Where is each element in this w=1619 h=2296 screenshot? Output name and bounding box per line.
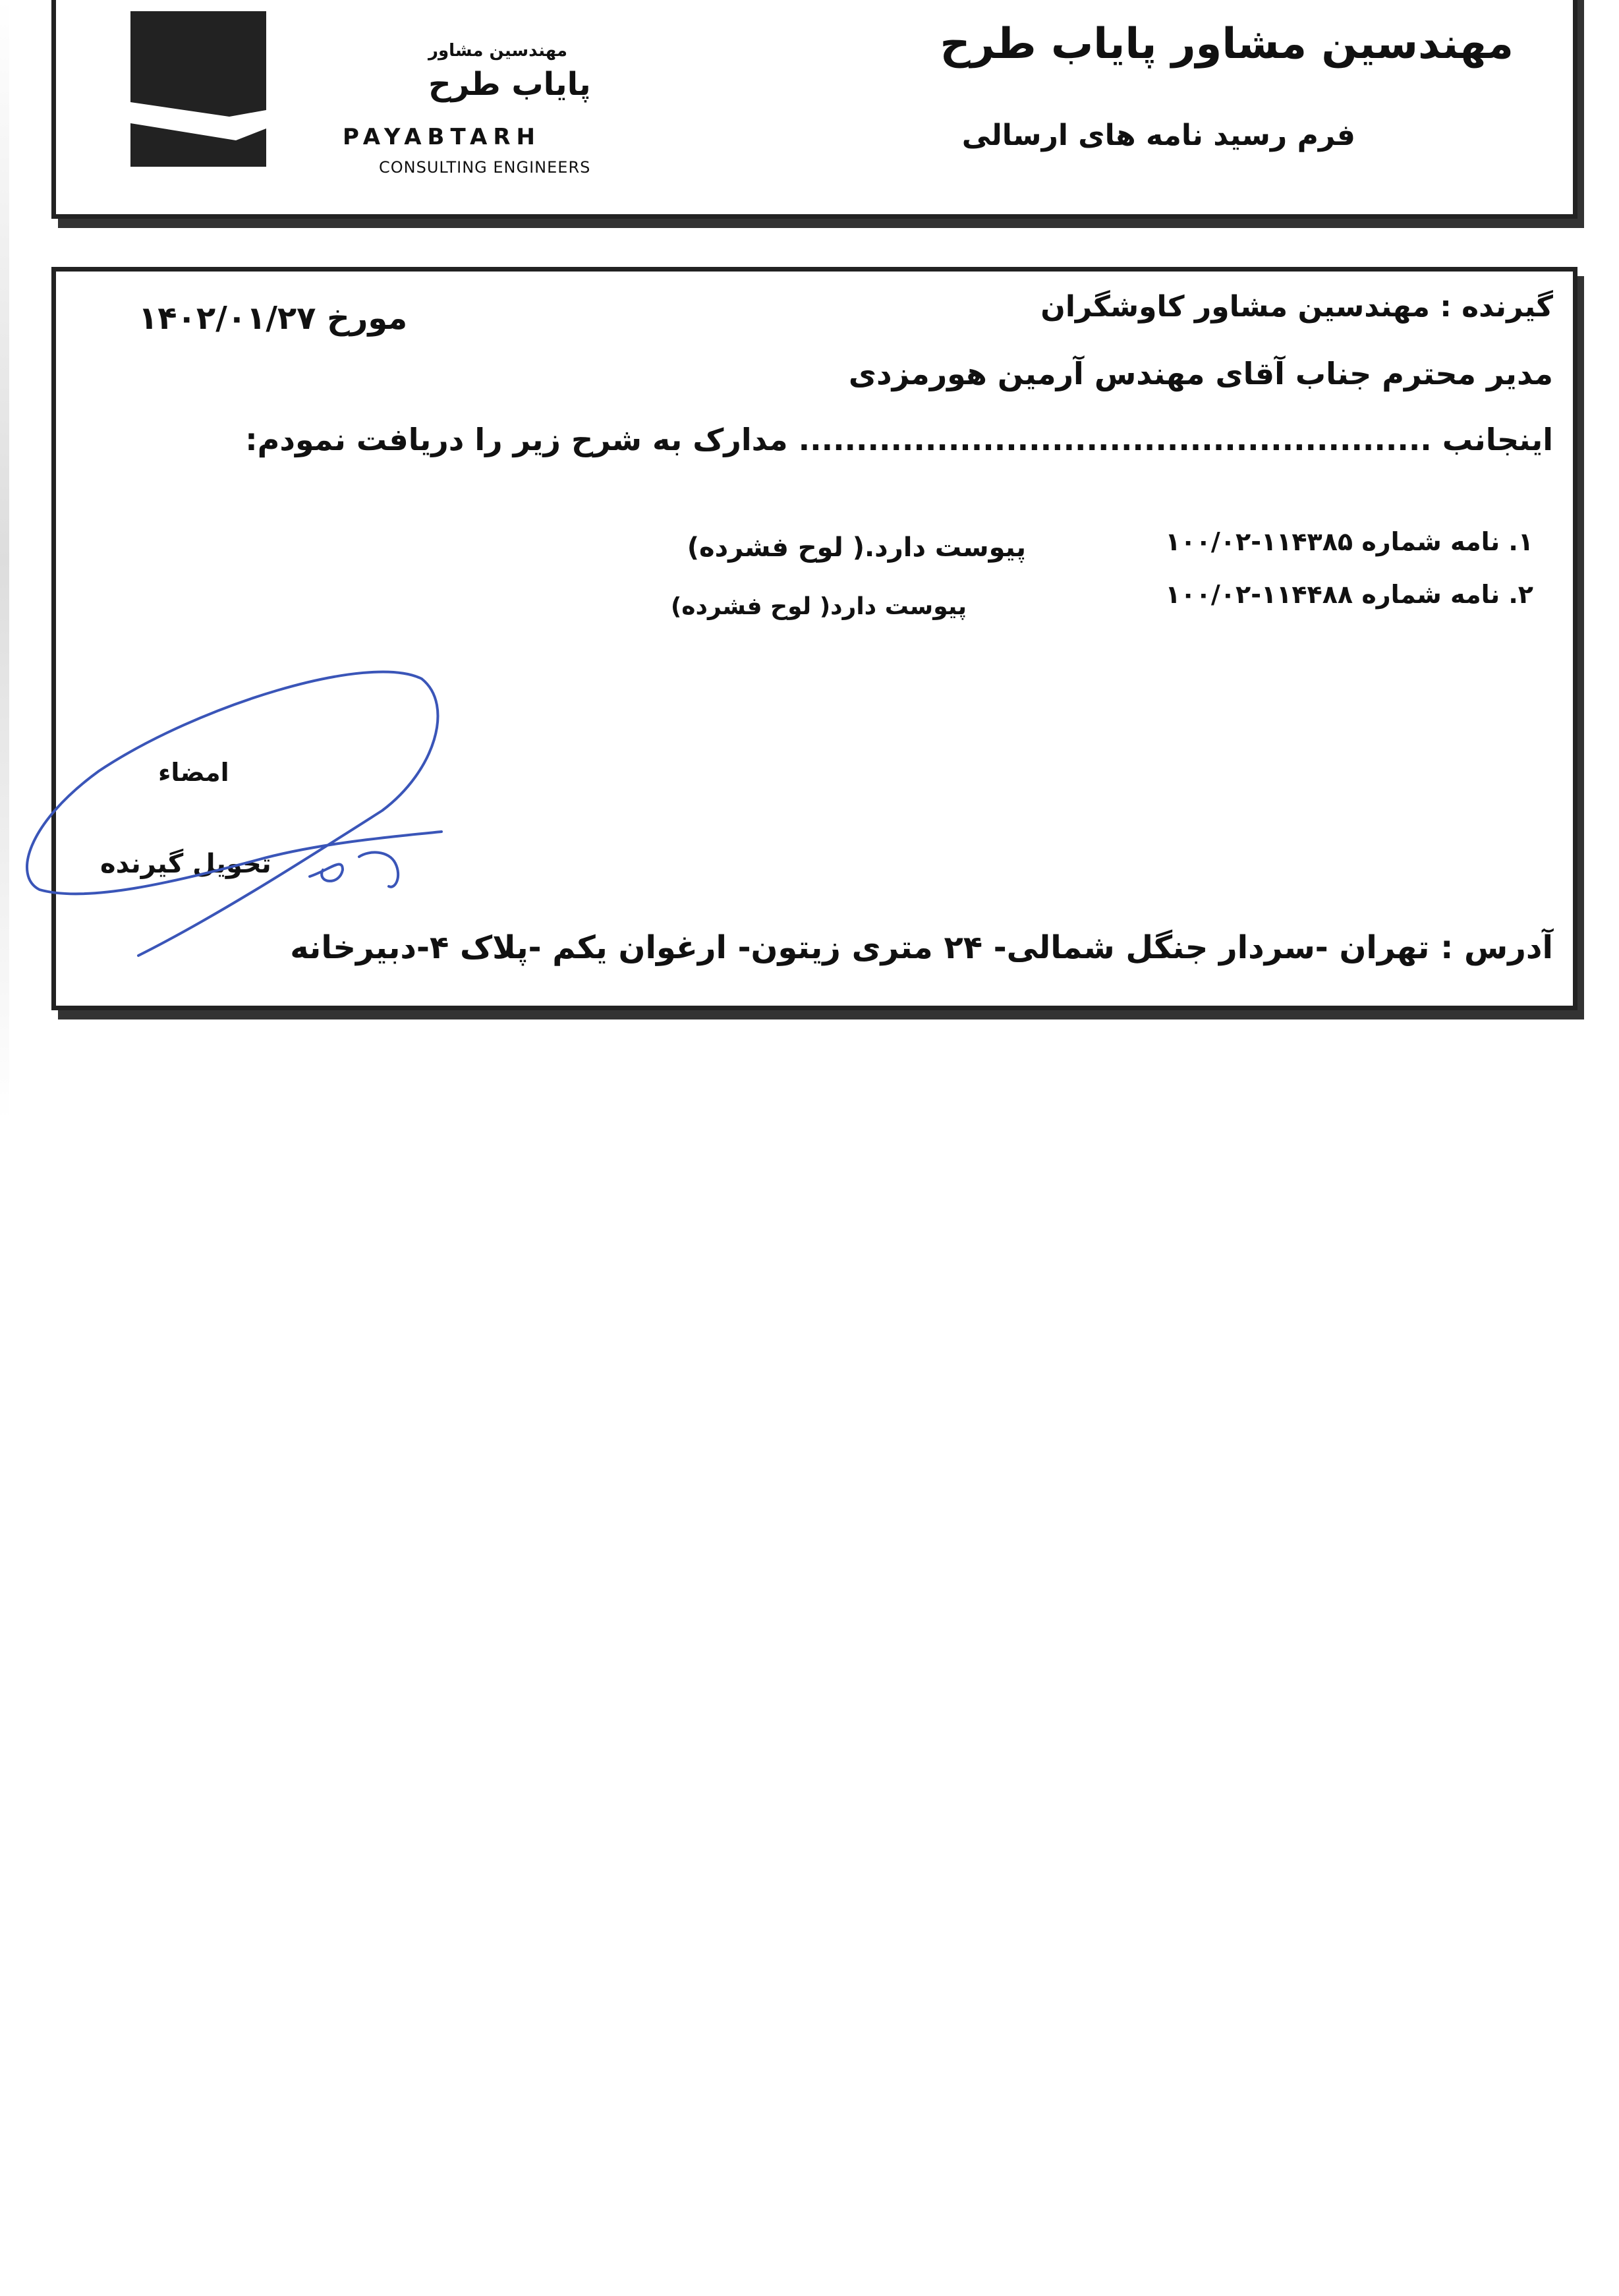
company-title: مهندسین مشاور پایاب طرح — [940, 20, 1514, 69]
receiver-label: تحویل گیرنده — [100, 849, 271, 879]
signature-label: امضاء — [158, 758, 229, 787]
manager-line: مدیر محترم جناب آقای مهندس آرمین هورمزدی — [848, 356, 1553, 391]
form-title: فرم رسید نامه های ارسالی — [961, 119, 1355, 152]
list-item-letter-2: ۲. نامه شماره ۱۱۴۴۸۸-۱۰۰/۰۲ — [1165, 580, 1533, 609]
list-item-letter-1: ۱. نامه شماره ۱۱۴۳۸۵-۱۰۰/۰۲ — [1165, 527, 1533, 556]
logo-english-subtitle: CONSULTING ENGINEERS — [379, 158, 591, 177]
logo-persian-name: پایاب طرح — [428, 66, 591, 103]
logo-persian-subtitle: مهندسین مشاور — [428, 41, 567, 61]
recipient-line: گیرنده : مهندسین مشاور کاوشگران — [1040, 290, 1553, 324]
company-logo-icon — [130, 11, 266, 167]
letter-date: مورخ ۱۴۰۲/۰۱/۲۷ — [138, 300, 408, 337]
list-item-attachment-1: پیوست دارد.( لوح فشرده) — [687, 532, 1026, 563]
logo-english-name: PAYABTARH — [343, 124, 541, 150]
address-line: آدرس : تهران -سردار جنگل شمالی- ۲۴ متری زیتون- ارغوان یکم -پلاک ۴-دبیرخانه — [290, 929, 1553, 966]
list-item-attachment-2: پیوست دارد( لوح فشرده) — [670, 593, 967, 620]
receipt-statement: اینجانب ....................................................... مدارک به شرح زیر را دریافت نمودم: — [245, 422, 1553, 457]
scan-edge-shadow — [0, 0, 9, 1120]
